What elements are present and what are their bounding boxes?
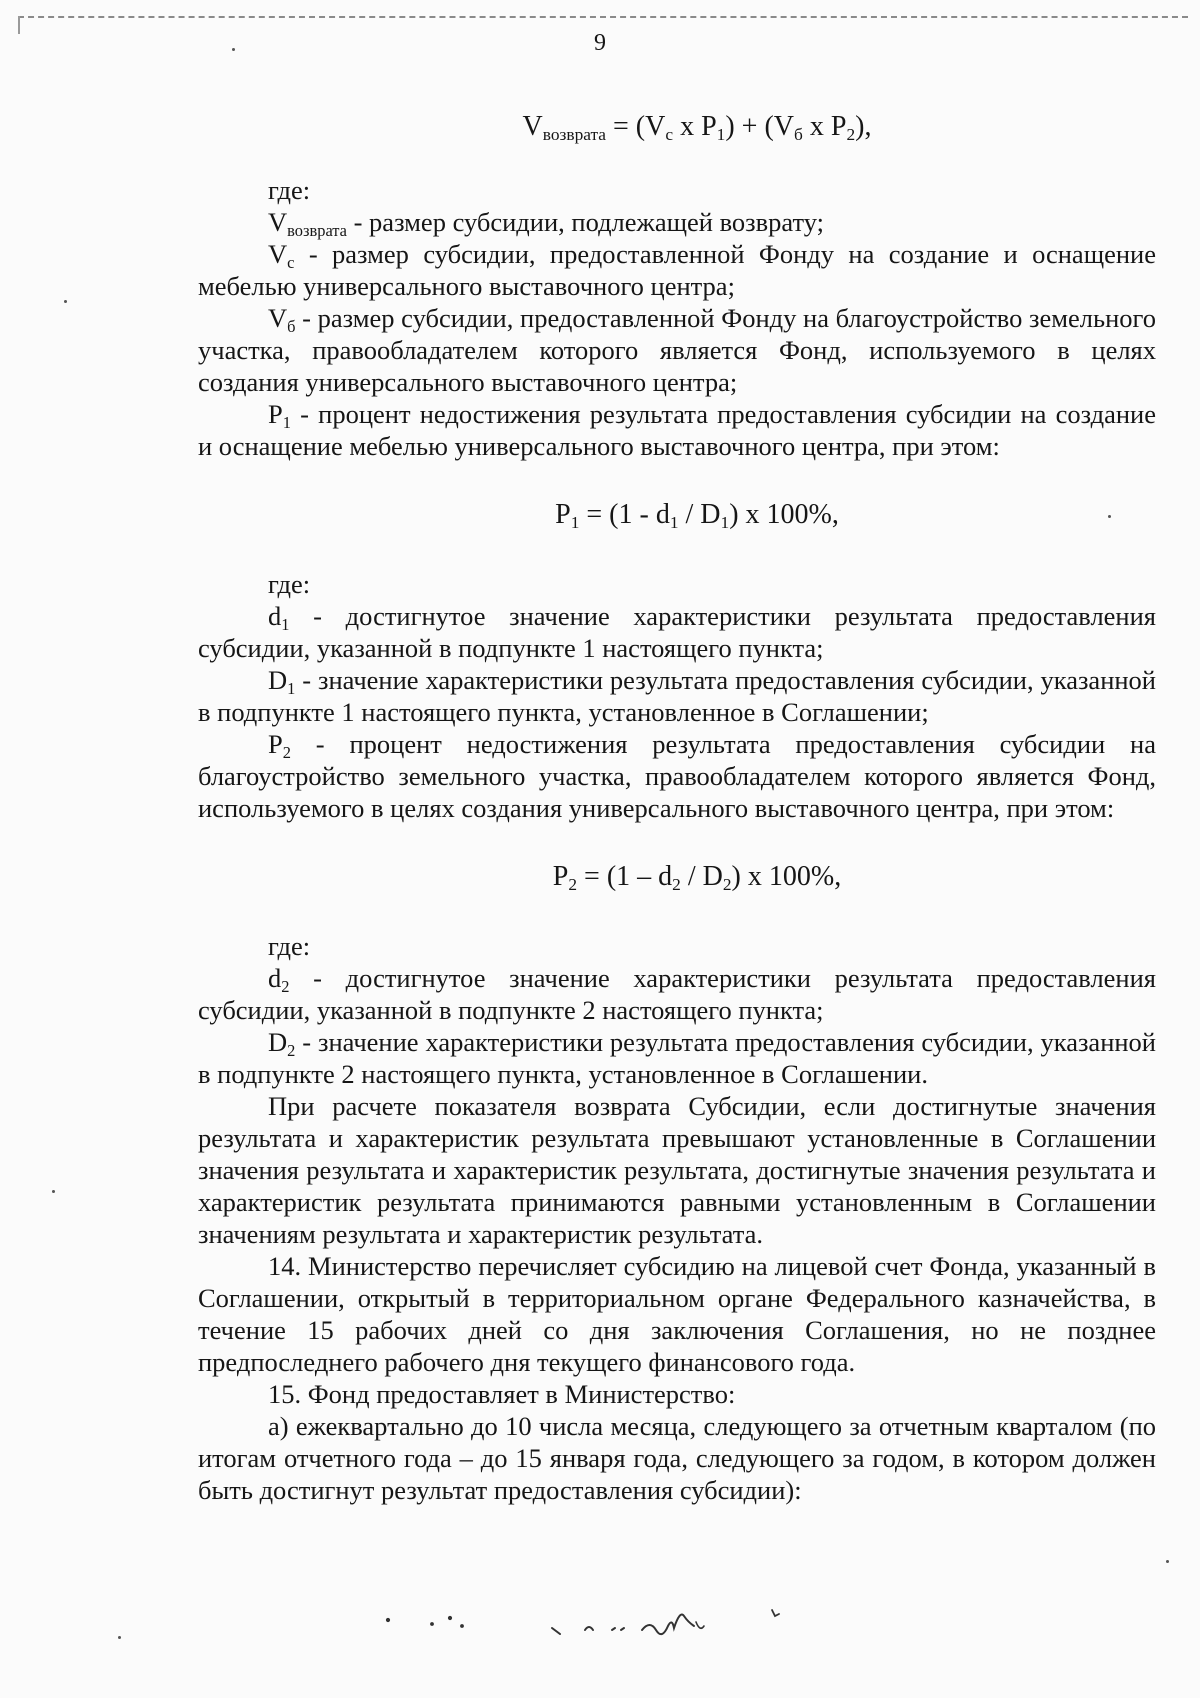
item-15: 15. Фонд предоставляет в Министерство:	[268, 1379, 736, 1409]
where-label-2: где:	[268, 569, 311, 599]
def-d1: $d_1$ - достигнутое значение характеристики результата предоставления субсидии, указанной в подпункте 1 настоящего пункта;	[198, 601, 1156, 663]
scan-speck	[118, 1636, 121, 1639]
def-D1: $D_1$ - значение характеристики результата предоставления субсидии, указанной в подпункте 1 настоящего пункта, установленное в Соглашении;	[198, 665, 1156, 727]
scan-speck	[1166, 1560, 1169, 1563]
scan-scribble	[380, 1600, 810, 1650]
where-label-1: где:	[268, 175, 311, 205]
where-label-3: где:	[268, 931, 311, 961]
formula-v-return: $V_{возврата} = (V_с$ x $P_1) + (V_б$ x $P_2$),	[522, 111, 872, 145]
scan-speck	[52, 1190, 55, 1193]
def-v-b: $V_б$ - размер субсидии, предоставленной Фонду на благоустройство земельного участка, правообладателем которого является Фонд, используемого в целях создания универсального выставочного центра;	[198, 303, 1156, 397]
scan-top-edge	[18, 16, 1188, 18]
def-d2: $d_2$ - достигнутое значение характеристики результата предоставления субсидии, указанной в подпункте 2 настоящего пункта;	[198, 963, 1156, 1025]
def-D2: $D_2$ - значение характеристики результата предоставления субсидии, указанной в подпункте 2 настоящего пункта, установленное в Соглашении.	[198, 1027, 1156, 1089]
item-15a: а) ежеквартально до 10 числа месяца, следующего за отчетным кварталом (по итогам отчетного года – до 15 января года, следующего за годом, в котором должен быть достигнут результат предоставления субсидии):	[198, 1411, 1156, 1505]
formula-p1: $P_1 = (1 - d_1 / D_1)$ x 100%,	[555, 499, 839, 533]
item-14: 14. Министерство перечисляет субсидию на лицевой счет Фонда, указанный в Соглашении, открытый в территориальном органе Федерального казначейства, в течение 15 рабочих дней со дня заключения Соглашения, но не позднее предпоследнего рабочего дня текущего финансового года.	[198, 1251, 1156, 1377]
def-p1: $P_1$ - процент недостижения результата предоставления субсидии на создание и оснащение мебелью универсального выставочного центра, при этом:	[198, 399, 1156, 461]
def-v-c: $V_с$ - размер субсидии, предоставленной Фонду на создание и оснащение мебелью универсального выставочного центра;	[198, 239, 1156, 301]
def-v-return: $V_{возврата}$ - размер субсидии, подлежащей возврату;	[268, 207, 824, 240]
def-p2: $P_2$ - процент недостижения результата предоставления субсидии на благоустройство земельного участка, правообладателем которого является Фонд, используемого в целях создания универсального выставочного центра, при этом:	[198, 729, 1156, 823]
scan-speck	[64, 300, 67, 303]
document-body	[198, 110, 1156, 1506]
scan-speck	[1108, 515, 1111, 518]
scan-speck	[232, 48, 235, 51]
formula-p2: $P_2 = (1 - d_2 / D_2)$ x 100%,	[552, 861, 842, 895]
calc-note: При расчете показателя возврата Субсидии, если достигнутые значения результата и характеристик результата превышают установленные в Соглашении значения результата и характеристик результата, достигнутые значения результата и характеристик результата принимаются равными установленным в Соглашении значениям результата и характеристик результата.	[198, 1091, 1156, 1249]
page-number: 9	[594, 30, 606, 56]
